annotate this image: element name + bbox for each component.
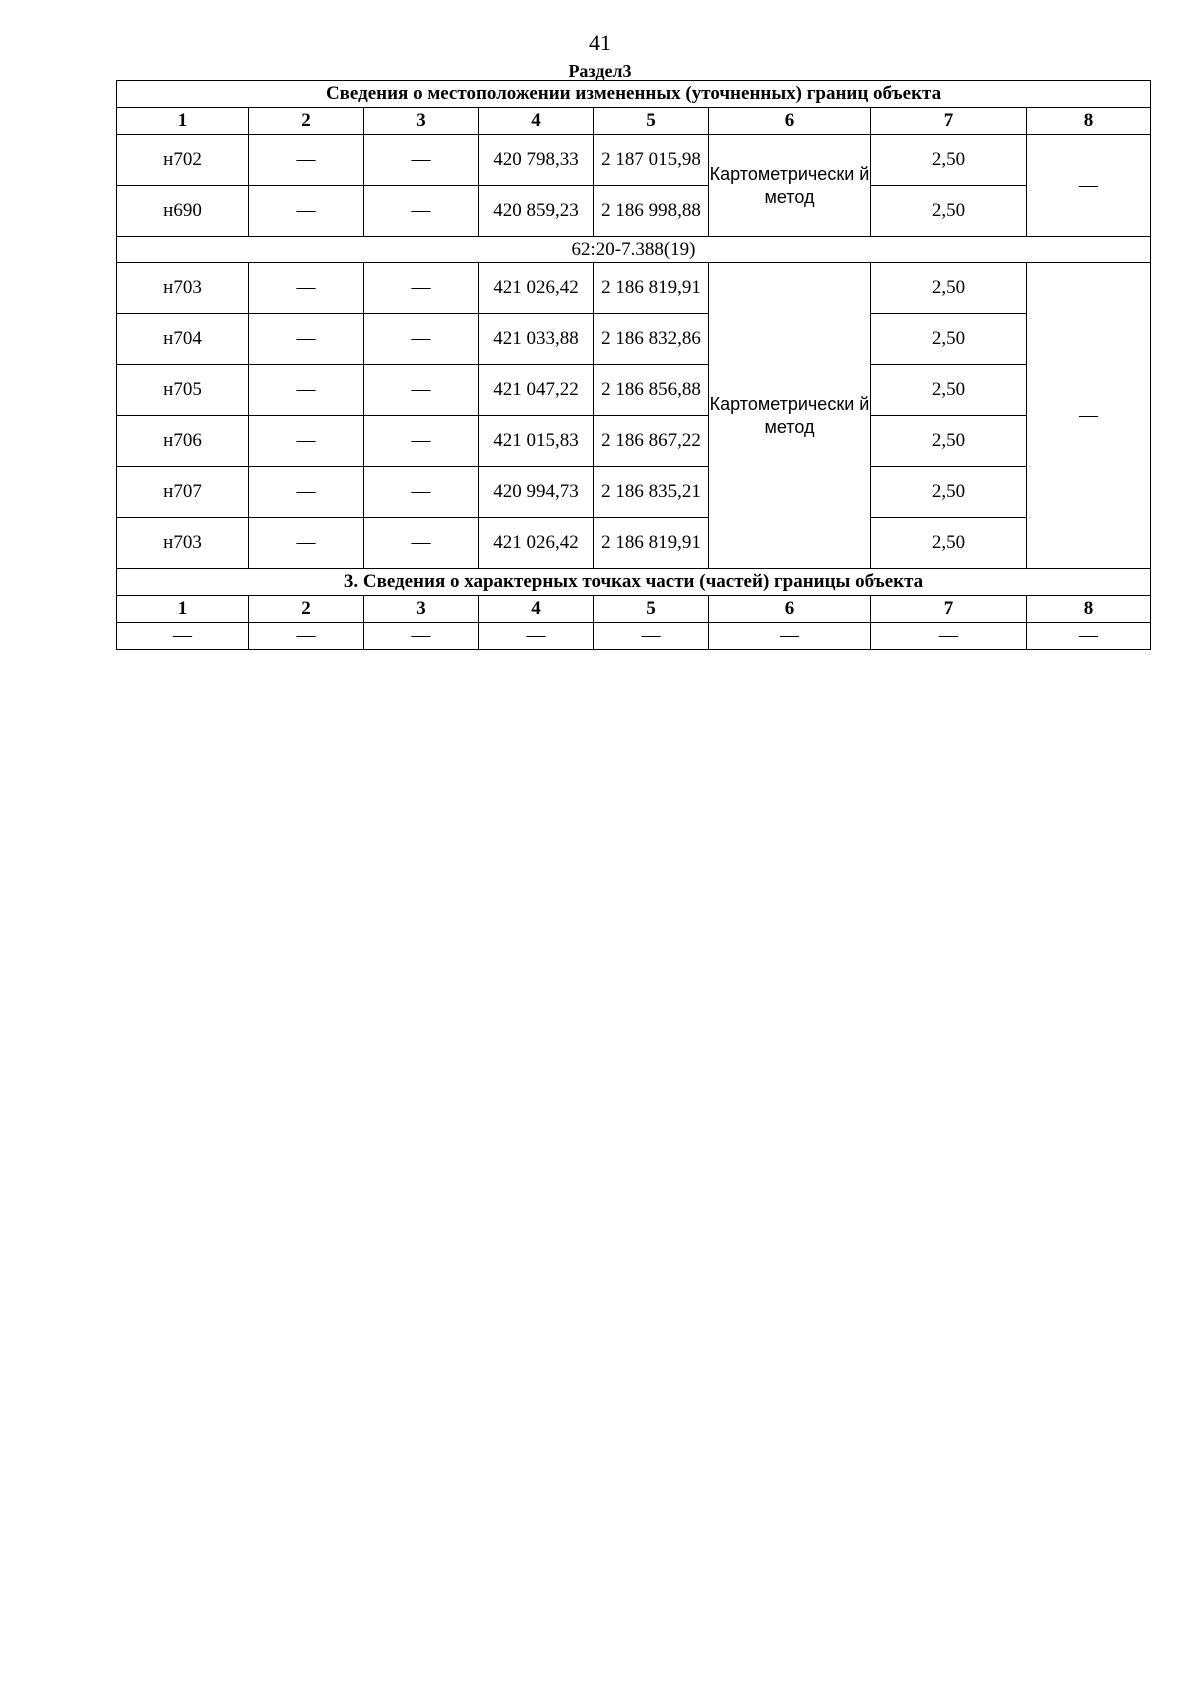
column-number: 5	[594, 108, 709, 135]
point-name: н706	[117, 416, 249, 467]
table-row	[117, 518, 1151, 569]
section-title: Раздел3	[568, 61, 632, 81]
cell-col3: —	[364, 416, 479, 467]
accuracy-cell: 2,50	[871, 135, 1027, 186]
cell-col2: —	[249, 186, 364, 237]
col8-cell: —	[1027, 135, 1151, 237]
column-number-row	[117, 108, 1151, 135]
accuracy-cell: 2,50	[871, 314, 1027, 365]
coord-x: 420 859,23	[479, 186, 594, 237]
coord-y: 2 187 015,98	[594, 135, 709, 186]
accuracy-cell: 2,50	[871, 263, 1027, 314]
cell-col3: —	[364, 263, 479, 314]
cell-col2: —	[249, 365, 364, 416]
table-row	[117, 314, 1151, 365]
empty-cell: —	[479, 623, 594, 650]
method-cell: Картометрически й метод	[709, 135, 871, 237]
accuracy-cell: 2,50	[871, 365, 1027, 416]
column-number: 3	[364, 108, 479, 135]
part-empty-row	[117, 623, 1151, 650]
table-row	[117, 365, 1151, 416]
coord-x: 420 994,73	[479, 467, 594, 518]
coord-x: 420 798,33	[479, 135, 594, 186]
accuracy-cell: 2,50	[871, 518, 1027, 569]
column-number: 7	[871, 108, 1027, 135]
empty-cell: —	[1027, 623, 1151, 650]
cell-col3: —	[364, 467, 479, 518]
column-number: 8	[1027, 596, 1151, 623]
coord-y: 2 186 835,21	[594, 467, 709, 518]
part-column-number-row	[117, 596, 1151, 623]
coord-y: 2 186 819,91	[594, 263, 709, 314]
column-number: 1	[117, 108, 249, 135]
column-number: 6	[709, 596, 871, 623]
part-table-caption: 3. Сведения о характерных точках части (частей) границы объекта	[117, 569, 1151, 596]
cell-col3: —	[364, 365, 479, 416]
accuracy-cell: 2,50	[871, 186, 1027, 237]
point-name: н702	[117, 135, 249, 186]
contour-label: 62:20-7.388(19)	[117, 237, 1151, 263]
table-row	[117, 416, 1151, 467]
column-number: 6	[709, 108, 871, 135]
empty-cell: —	[117, 623, 249, 650]
point-name: н703	[117, 518, 249, 569]
empty-cell: —	[364, 623, 479, 650]
col8-cell: —	[1027, 263, 1151, 569]
cell-col3: —	[364, 518, 479, 569]
empty-cell: —	[594, 623, 709, 650]
column-number: 2	[249, 596, 364, 623]
column-number: 2	[249, 108, 364, 135]
coord-y: 2 186 998,88	[594, 186, 709, 237]
empty-cell: —	[249, 623, 364, 650]
column-number: 4	[479, 108, 594, 135]
column-number: 1	[117, 596, 249, 623]
cell-col2: —	[249, 467, 364, 518]
coord-y: 2 186 867,22	[594, 416, 709, 467]
column-number: 5	[594, 596, 709, 623]
coord-x: 421 026,42	[479, 518, 594, 569]
page-number: 41	[589, 30, 611, 55]
table-row	[117, 467, 1151, 518]
point-name: н707	[117, 467, 249, 518]
column-number: 3	[364, 596, 479, 623]
table-row	[117, 135, 1151, 186]
table-row	[117, 186, 1151, 237]
table-caption: Сведения о местоположении измененных (уточненных) границ объекта	[117, 81, 1151, 108]
point-name: н703	[117, 263, 249, 314]
coord-y: 2 186 856,88	[594, 365, 709, 416]
coord-x: 421 015,83	[479, 416, 594, 467]
cell-col3: —	[364, 314, 479, 365]
column-number: 4	[479, 596, 594, 623]
point-name: н705	[117, 365, 249, 416]
coord-x: 421 047,22	[479, 365, 594, 416]
point-name: н704	[117, 314, 249, 365]
cell-col2: —	[249, 263, 364, 314]
coord-y: 2 186 819,91	[594, 518, 709, 569]
coord-x: 421 026,42	[479, 263, 594, 314]
cell-col3: —	[364, 186, 479, 237]
cell-col2: —	[249, 518, 364, 569]
empty-cell: —	[709, 623, 871, 650]
table-row	[117, 263, 1151, 314]
cell-col2: —	[249, 314, 364, 365]
cell-col2: —	[249, 416, 364, 467]
cell-col3: —	[364, 135, 479, 186]
column-number: 7	[871, 596, 1027, 623]
point-name: н690	[117, 186, 249, 237]
accuracy-cell: 2,50	[871, 416, 1027, 467]
coord-y: 2 186 832,86	[594, 314, 709, 365]
coord-x: 421 033,88	[479, 314, 594, 365]
method-cell: Картометрически й метод	[709, 263, 871, 569]
empty-cell: —	[871, 623, 1027, 650]
boundary-table	[116, 80, 1151, 650]
cell-col2: —	[249, 135, 364, 186]
accuracy-cell: 2,50	[871, 467, 1027, 518]
column-number: 8	[1027, 108, 1151, 135]
